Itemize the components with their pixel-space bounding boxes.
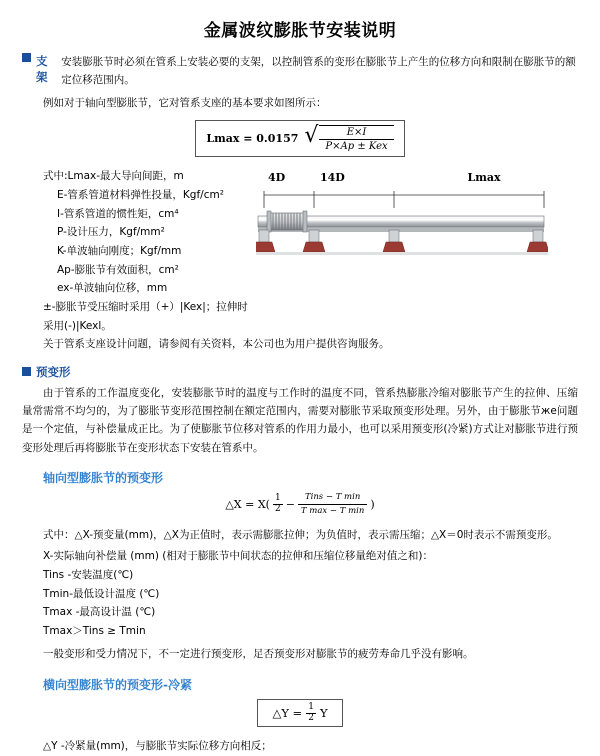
section-heading-brackets: [22, 53, 578, 90]
formula-denominator: P×Ap ± Kex: [325, 141, 388, 153]
page-title: 金属波纹膨胀节安装说明: [203, 21, 397, 41]
dimension-4d-label: 4D: [268, 171, 286, 185]
diagram-svg: [256, 186, 548, 264]
term-item: Tmax＞Tins ≥ Tmin: [43, 625, 146, 638]
section-heading-predeformation: [22, 364, 578, 380]
paragraph-support-closing: 关于管系支座设计问题，请参阅有关资料，本公司也为用户提供咨询服务。: [43, 338, 390, 351]
radical-sign: √: [304, 123, 319, 149]
equation-delta-y: [22, 699, 578, 728]
legend-item: P-设计压力，Kgf/mm²: [57, 226, 165, 239]
formula-numerator: E×I: [319, 127, 393, 140]
minus-sign: −: [285, 497, 295, 511]
section-heading-label: 支架: [36, 54, 48, 84]
square-root-icon: [304, 125, 393, 152]
equation-rhs: Y: [319, 706, 328, 721]
term-item: Tmin-最低设计温度 (℃): [43, 587, 160, 600]
fraction-one-half: 1 2: [274, 492, 281, 514]
legend-and-diagram: [22, 167, 578, 335]
paragraph-delta-y-description: △Y -冷紧量(mm)，与膨胀节实际位移方向相反；: [43, 740, 272, 753]
term-item: Tmax -最高设计温 (℃): [43, 606, 156, 619]
equation-delta-x: [22, 492, 578, 516]
paragraph-predeformation-body: 由于管系的工作温度变化，安装膨胀节时的温度与工作时的温度不同，管系热膨胀冷缩对膨胀节产生的拉伸、压缩量常需常不均匀的，为了膨胀节变形范围控制在额定范围内，需要对膨胀节采取预变形处理。另外，由于膨胀节же问题是一个定值，与补偿量成正比。为了使膨胀节位移对管系的作用力最小，也可以采用预变形(冷紧)方式让对膨胀节进行预变形处理后再将膨胀节在变形状态下安装在管系中。: [22, 386, 578, 454]
legend-item: ±-膨胀节受压缩时采用（+）|Kex|；拉伸时采用(-)|Kexl。: [43, 300, 248, 332]
paragraph-delta-x-description: 式中：△X-预变量(mm)，△X为正值时，表示需膨胀拉伸；为负值时，表示需压缩；△X＝0时表示不需预变形。: [43, 529, 558, 542]
equation-lhs: △X = X(: [225, 497, 270, 511]
subsection-heading-axial: 轴向型膨胀节的预变形: [43, 471, 164, 486]
axial-terms-list: [22, 547, 578, 641]
equation-lhs: △Y =: [272, 706, 303, 721]
legend-item: ex-单波轴向位移，mm: [57, 282, 168, 295]
dimension-lmax-label: Lmax: [467, 171, 501, 185]
legend-item: 式中:Lmax-最大导向间距，m: [43, 170, 184, 183]
equation-rhs-paren: ): [370, 497, 375, 511]
pipe-support-diagram: [256, 167, 578, 267]
legend-item: K-单波轴向刚度；Kgf/mm: [57, 244, 182, 257]
term-item: X-实际轴向补偿量 (mm) (相对于膨胀节中间状态的拉伸和压缩位移量绝对值之和)：: [43, 549, 433, 562]
section-heading-body: 安装膨胀节时必须在管系上安装必要的支架，以控制管系的变形在膨胀节上产生的位移方向和限制在膨胀节的额定位移范围内。: [61, 56, 576, 87]
section-heading-label: 预变形: [36, 364, 71, 379]
formula-lmax: [22, 120, 578, 157]
blue-square-bullet-icon: [22, 367, 31, 376]
formula-legend-list: [22, 167, 250, 335]
paragraph-example-intro: 例如对于轴向型膨胀节，它对管系支座的基本要求如图所示：: [43, 96, 327, 109]
blue-square-bullet-icon: [22, 53, 31, 62]
legend-item: E-管系管道材料弹性投量，Kgf/cm²: [57, 188, 224, 201]
subsection-heading-lateral: 横向型膨胀节的预变形-冷紧: [43, 677, 192, 692]
formula-lhs: Lmax = 0.0157: [206, 132, 299, 146]
fraction-temperature-ratio: Tins − T min T max − T min: [298, 492, 367, 516]
dimension-14d-label: 14D: [320, 171, 345, 185]
diagram-dimension-labels: [256, 171, 578, 186]
term-item: Tins -安装温度(℃): [43, 568, 134, 581]
legend-item: I-管系管道的惯性矩，cm⁴: [57, 207, 179, 220]
legend-item: Ap-膨胀节有效面积，cm²: [57, 263, 179, 276]
fraction-one-half: $\frac{1}{2}$: [308, 701, 314, 723]
paragraph-axial-note: 一般变形和受力情况下，不一定进行预变形，足否预变形对膨胀节的疲劳寿命几乎没有影响。: [43, 648, 474, 661]
